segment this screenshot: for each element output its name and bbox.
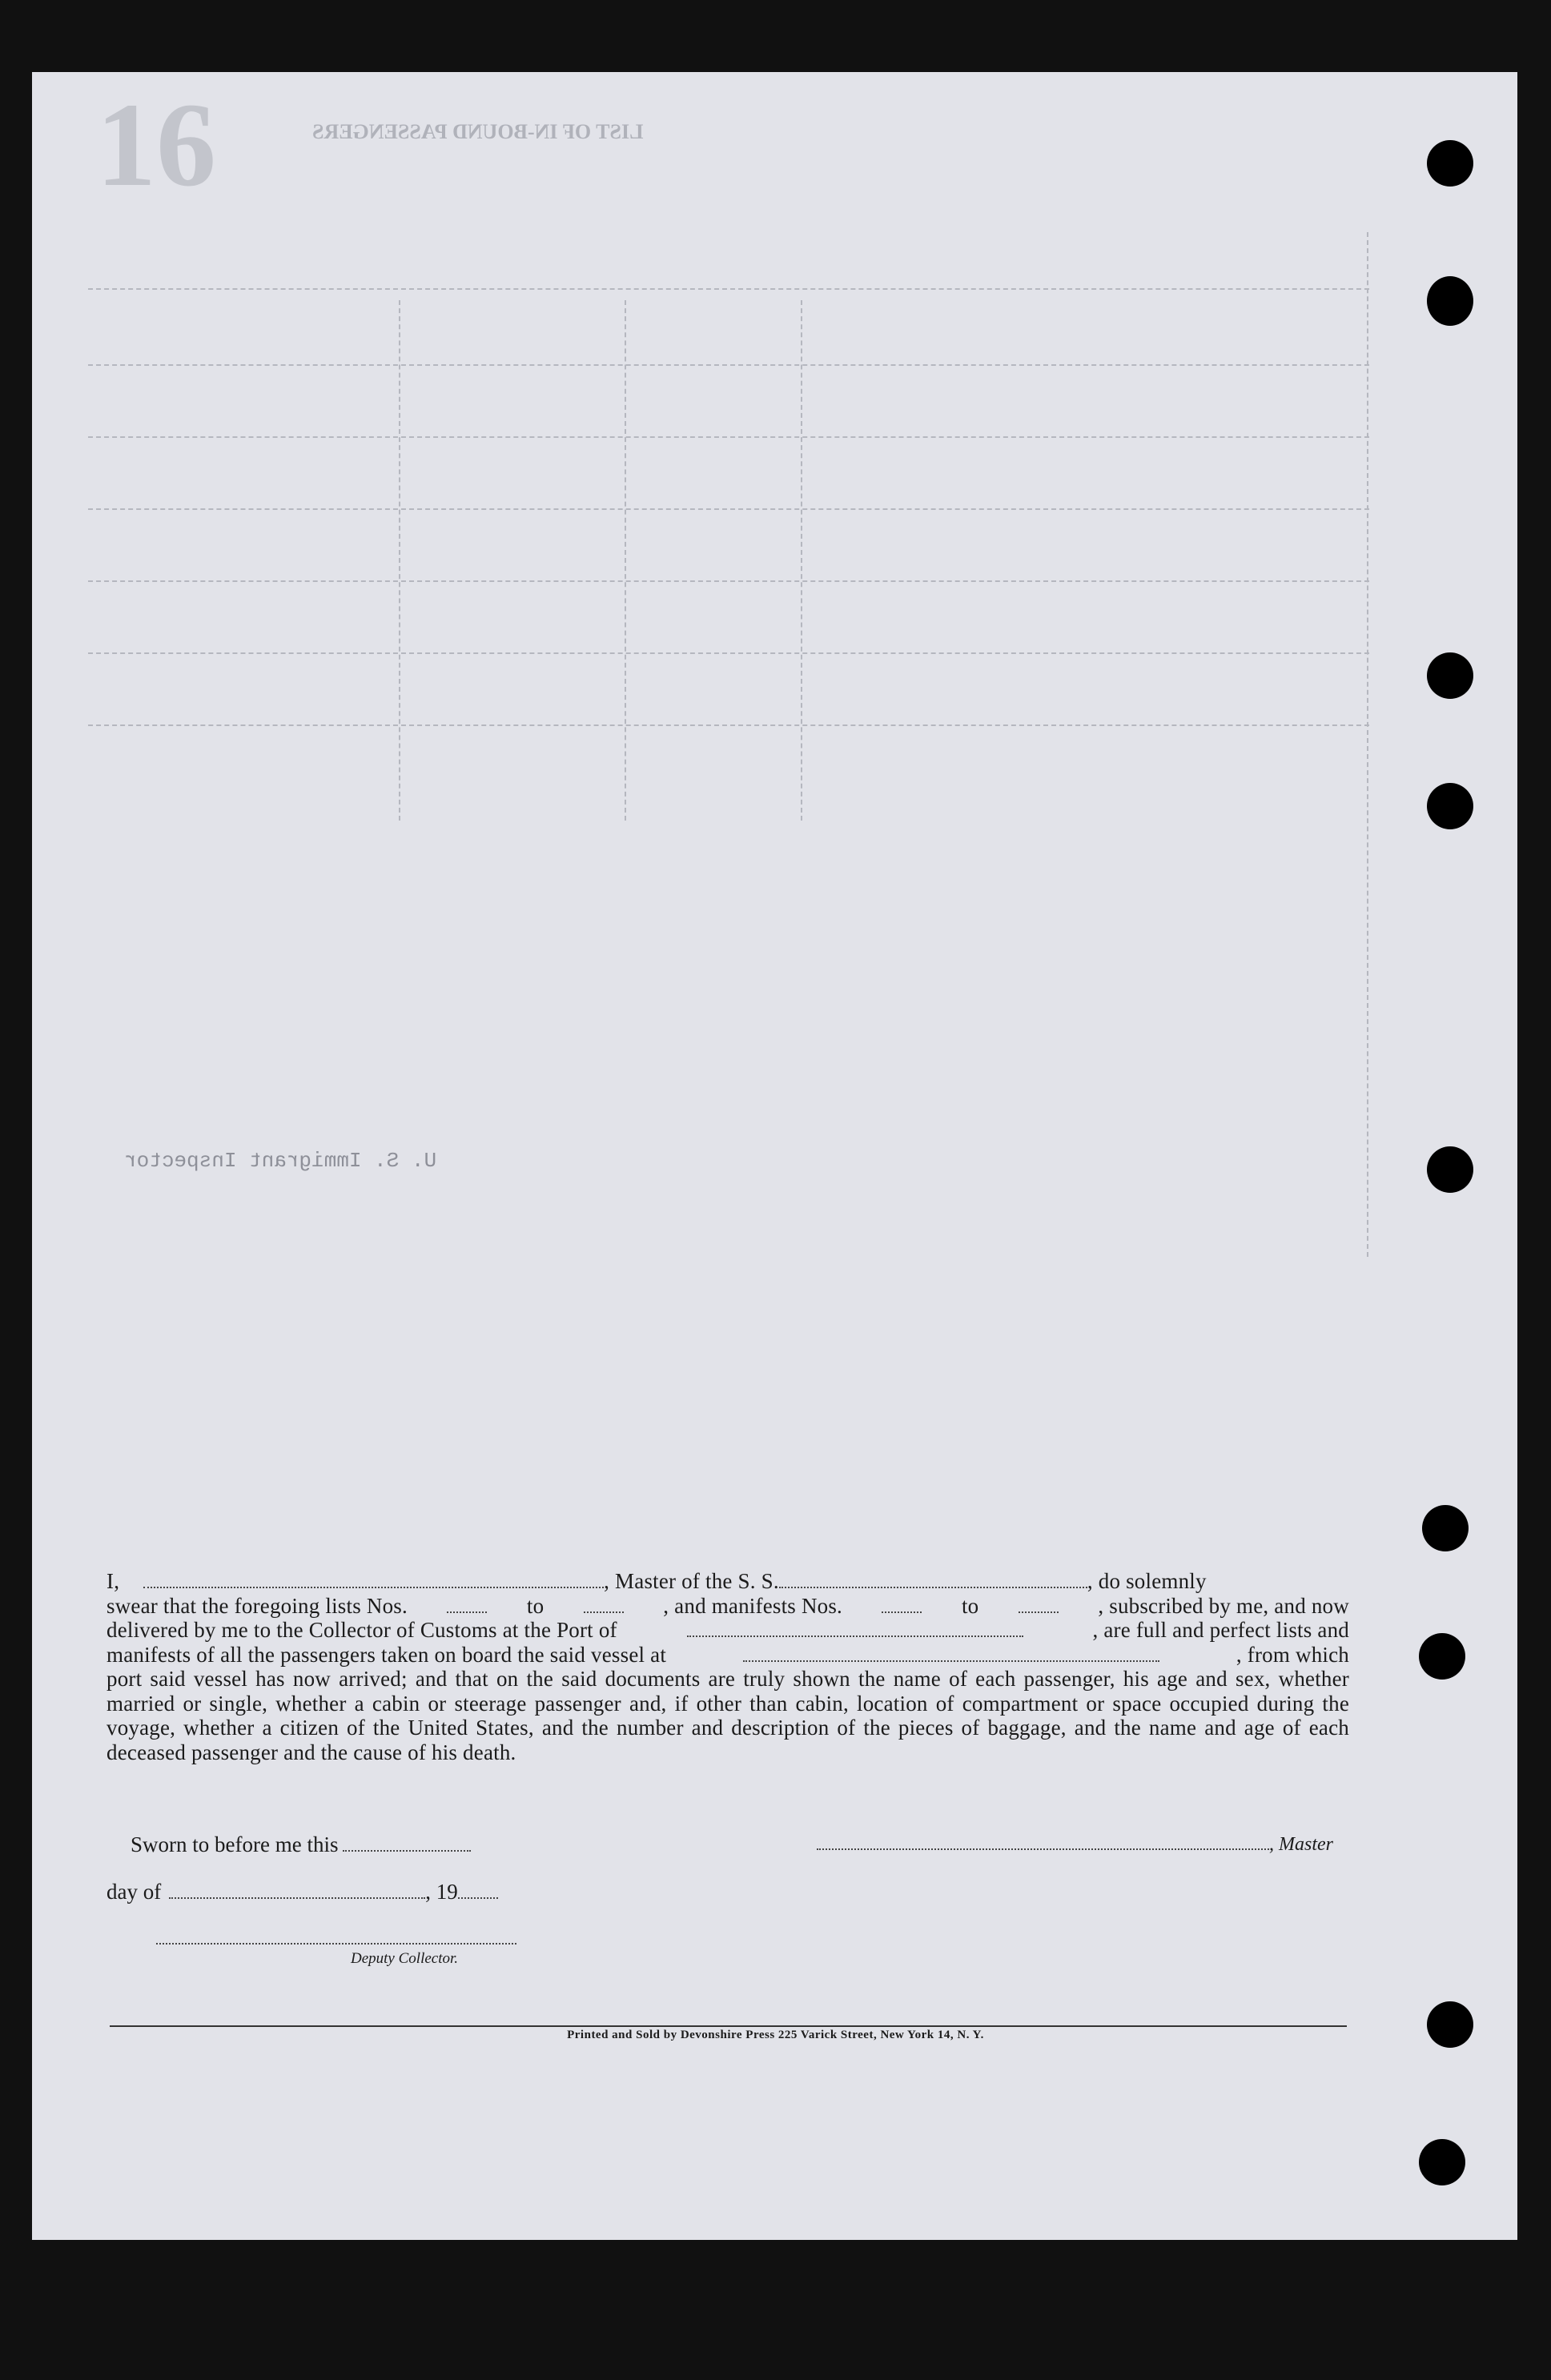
solemnly-label: , do solemnly	[1087, 1569, 1207, 1593]
faint-table-rule	[88, 288, 1369, 290]
lists-from-blank	[447, 1595, 487, 1613]
punch-hole	[1419, 1633, 1465, 1680]
to-label-1: to	[526, 1593, 544, 1618]
printer-imprint: Printed and Sold by Devonshire Press 225 Varick Street, New York 14, N. Y.	[567, 2029, 984, 2041]
master-signature-line	[817, 1832, 1333, 1856]
faint-table-rule	[88, 436, 1369, 438]
mirrored-inspector-line: U. S. Immigrant Inspector	[124, 1149, 437, 1173]
delivered-label: delivered by me to the Collector of Customs at the Port of	[106, 1618, 617, 1642]
sworn-line	[131, 1832, 471, 1857]
day-of-label: day of	[106, 1880, 162, 1904]
faint-table-rule	[88, 364, 1369, 366]
departure-port-blank	[743, 1644, 1159, 1662]
faint-table-column	[625, 300, 626, 821]
from-which-label: , from which	[1236, 1642, 1349, 1667]
year-blank	[458, 1881, 498, 1899]
faint-table-rule	[88, 580, 1369, 582]
month-blank	[169, 1881, 425, 1899]
deputy-collector-label: Deputy Collector.	[351, 1950, 459, 1967]
master-name-blank	[143, 1571, 604, 1588]
manifests-all-label: manifests of all the passengers taken on board the said vessel at	[106, 1642, 667, 1667]
manifests-to-blank	[1019, 1595, 1059, 1613]
mirrored-list-title: LIST OF IN-BOUND PASSENGERS	[312, 120, 644, 143]
manifests-from-blank	[882, 1595, 922, 1613]
master-of-ss-label: , Master of the S. S.	[604, 1569, 779, 1593]
stamp-digits: 16	[96, 78, 216, 211]
faint-table-column	[399, 300, 400, 821]
faint-table-column	[801, 300, 802, 821]
punch-hole	[1427, 652, 1473, 699]
port-blank	[687, 1619, 1023, 1637]
subscribed-label: , subscribed by me, and now	[1098, 1593, 1349, 1618]
faint-table-column	[1367, 232, 1368, 1257]
master-signature-label: , Master	[1269, 1834, 1333, 1855]
deputy-signature-blank	[156, 1943, 516, 1945]
ship-name-blank	[779, 1571, 1087, 1588]
manifests-nos-label: , and manifests Nos.	[663, 1593, 842, 1618]
lists-to-blank	[584, 1595, 624, 1613]
oath-line-2	[106, 1594, 1349, 1619]
faint-table-rule	[88, 508, 1369, 510]
to-label-2: to	[961, 1593, 979, 1618]
footer-rule	[110, 2025, 1347, 2027]
master-oath-paragraph	[106, 1569, 1349, 1764]
manifest-sheet	[32, 72, 1517, 2240]
sworn-day-blank	[343, 1834, 471, 1852]
punch-hole	[1419, 2139, 1465, 2185]
day-of-line	[106, 1880, 498, 1904]
year-prefix-label: , 19	[425, 1880, 458, 1904]
oath-line-3	[106, 1618, 1349, 1643]
sworn-label: Sworn to before me this	[131, 1832, 339, 1856]
punch-hole	[1422, 1505, 1469, 1551]
punch-hole	[1427, 276, 1473, 326]
faint-table-rule	[88, 724, 1369, 726]
full-perfect-label: , are full and perfect lists and	[1092, 1618, 1349, 1642]
oath-line-4	[106, 1643, 1349, 1668]
faint-table-rule	[88, 652, 1369, 654]
lists-nos-label: swear that the foregoing lists Nos.	[106, 1593, 408, 1618]
oath-body-text: port said vessel has now arrived; and that on the said documents are truly shown the name of each passenger, his age and sex, whether married or single, whether a cabin or steerage passenger and, if other than cabin, location of compartment or space occupied during the voyage, whether a citizen of the United States, and the number and description of the pieces of baggage, and the name and age of each deceased passenger and the cause of his death.	[106, 1667, 1349, 1764]
punch-hole	[1427, 140, 1473, 187]
punch-hole	[1427, 783, 1473, 829]
oath-intro: I,	[106, 1569, 120, 1593]
oath-line-1	[106, 1569, 1349, 1594]
master-signature-blank	[817, 1832, 1269, 1850]
punch-hole	[1427, 1146, 1473, 1193]
